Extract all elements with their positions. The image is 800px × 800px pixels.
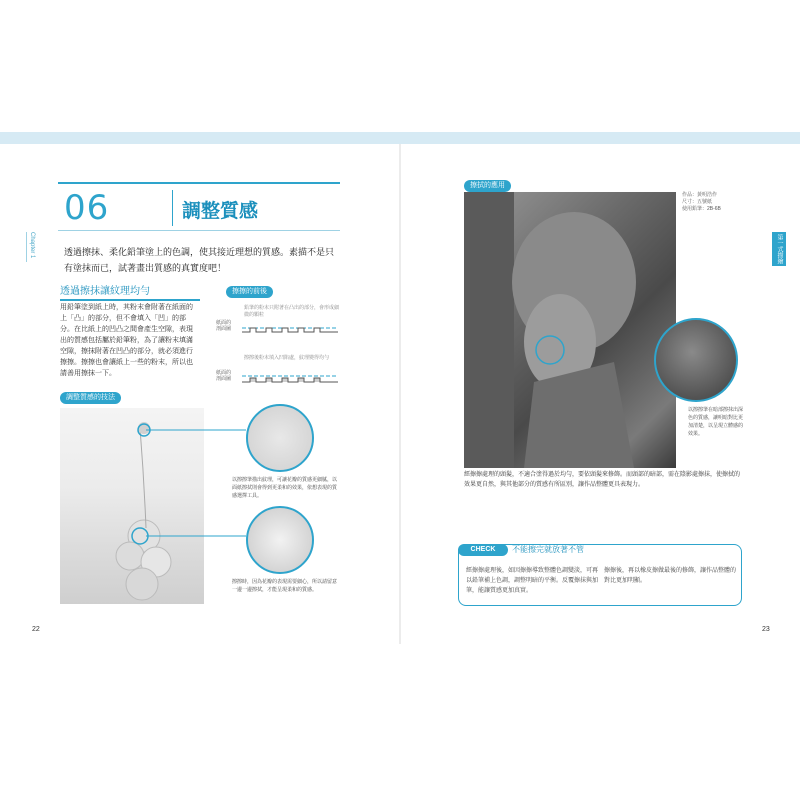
diagram-label-bottom: 紙面的剖面圖 [216,370,232,382]
check-text-1: 經擦擦處理後，如因擦擦導致整體色調變淡，可再以鉛筆補上色調，調整明暗的平衡。反覆擦抹與加筆，能讓質感更加真實。 [466,568,599,594]
check-title: 不能擦完就放著不管 [512,545,584,554]
chapter-divider [172,190,173,226]
top-color-band [0,132,800,144]
right-side-tab: 第一式描繪 [772,232,786,266]
chapter-number: 06 [64,188,110,228]
note-1: 以擦擦筆描出紋理，可讓花瓣的質感更細膩，以面紙擦拭則會得到更柔和的效果，依想表現的質感選擇工具。 [232,477,338,499]
intro-text: 透過擦抹、柔化鉛筆塗上的色調，使其接近理想的質感。素描不是只有塗抹而已，試著畫出質感的真實度吧！ [64,247,335,273]
section-subhead: 透過擦抹讓紋理均勻 [60,282,200,301]
body-text: 用鉛筆塗到紙上時，其粉末會附著在紙面的上「凸」的部分，但不會填入「凹」的部分。在比紙上的凹凸之間會產生空隙，表現出的質感包括屬於鉛筆粉，為了讓粉末填滿空隙，擦抹附著在凹凸的部分，就必須進行擦擦。擦擦也會讓紙上一些的粉末，所以也請善用擦抹一下。 [60,304,193,377]
paper-surface-after-icon [242,368,338,388]
statue-drawing-photo [464,192,676,468]
note-2: 擦擦時，因為花瓣的表現需要細心，所以請留意一邊一邊擦拭，才能呈現柔和的質感。 [232,579,338,593]
chapter-top-rule [58,182,340,184]
diagram-label-top: 紙面的剖面圖 [216,320,232,332]
chapter-bottom-rule [58,230,340,231]
chapter-title: 調整質感 [182,201,259,222]
page-number-left: 22 [32,626,40,633]
check-text-2: 擦擦後，再以橡皮擦做最後的修飾，讓作品整體的對比更加明顯。 [604,568,737,584]
statue-zoom-circle [654,318,738,402]
chapter-header [58,182,340,234]
left-side-tab: Chapter 1 [26,232,37,262]
artwork-credit: 作品：黃明浩作 尺寸：五號紙 使用鉛筆：2B-6B [682,192,721,212]
statue-caption: 經擦擦處理的頭髮，不適合塗得過於均勻，要依頭髮來修飾。而頭部的暗部，需在陰影處擦抹，使擦拭的效果更自然，與其他部分的質感有所區別，讓作品整體更具表現力。 [464,472,741,488]
statue-zoom-note: 以擦擦筆在暗部擦抹出深色的質感，讓明暗對比更加清楚，以呈現立體感的效果。 [688,407,744,437]
photo-section-label: 調整質感的技法 [60,392,121,404]
zoom-circle-petal [246,506,314,574]
diagram-caption-bottom: 擦擦後粉末填入凹陷處，紋理變得均勻 [244,355,330,361]
paper-surface-before-icon [242,318,338,338]
zoom-circle-texture [246,404,314,472]
diagram-caption-top: 鉛筆的粉末只附著在凸出的部分，會形成細微的顆粒 [244,305,340,318]
diagram-label: 擦擦的前後 [226,286,273,298]
right-photo-label: 擦拭的應用 [464,180,511,192]
page-number-right: 23 [762,626,770,633]
paper-cross-section-diagram [216,300,340,396]
book-spine [399,144,401,644]
statue-sketch-icon [464,192,676,468]
check-label: CHECK [458,544,508,556]
